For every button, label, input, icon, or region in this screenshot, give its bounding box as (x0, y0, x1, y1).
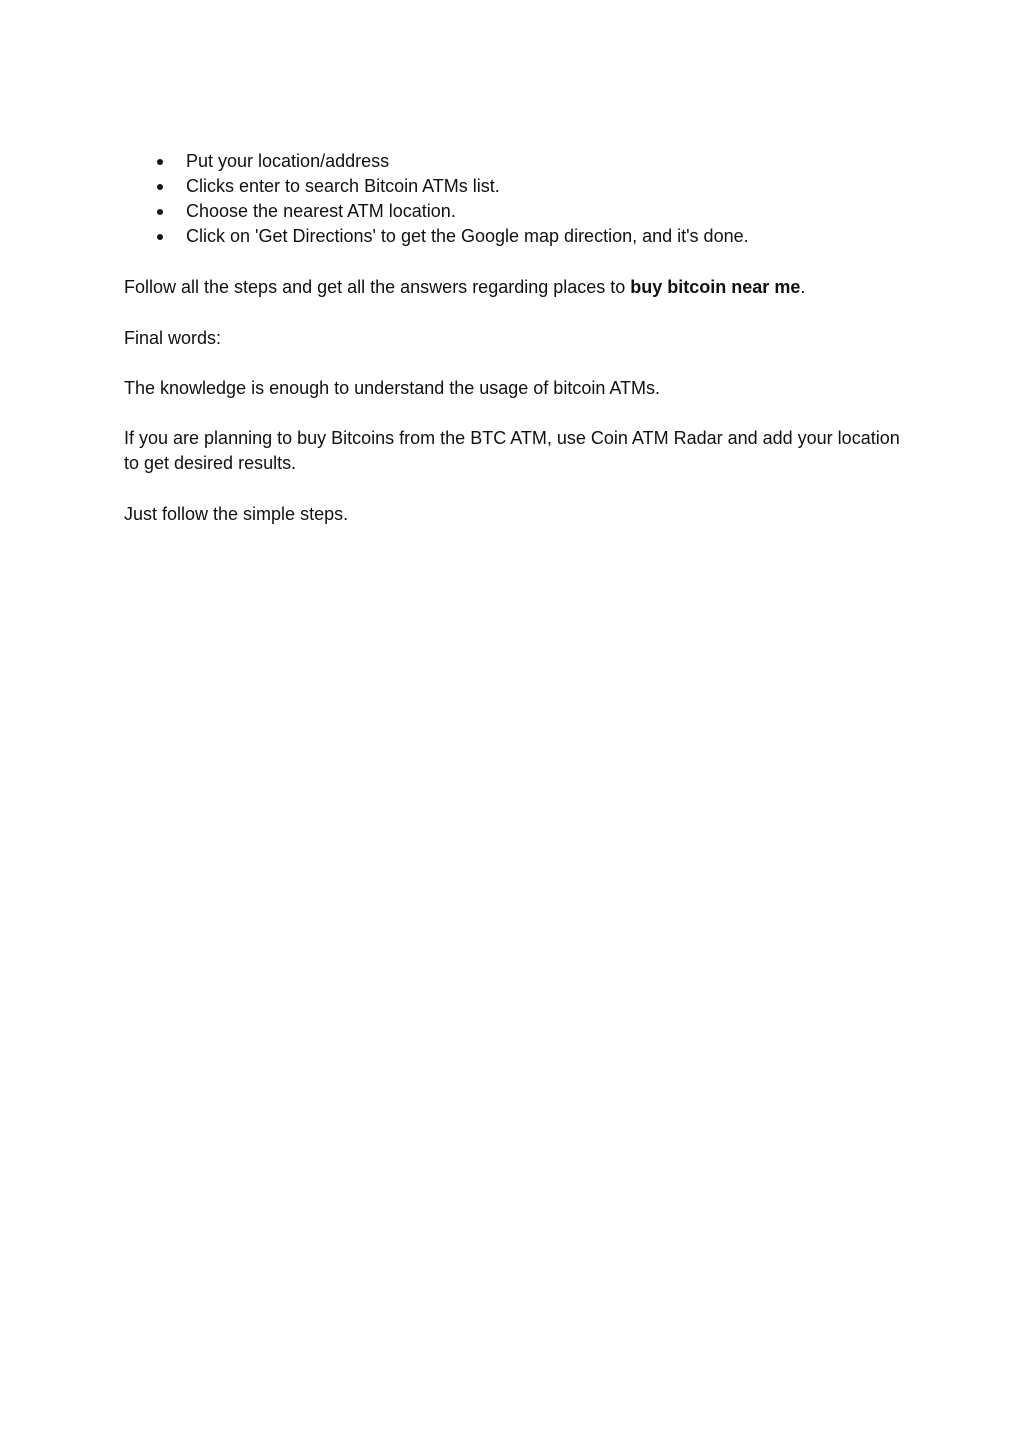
planning-paragraph: If you are planning to buy Bitcoins from the BTC ATM, use Coin ATM Radar and add your location to get desired results. (124, 428, 900, 473)
step-text: Put your location/address (186, 151, 390, 171)
list-item (124, 174, 904, 199)
follow-text: Follow all the steps and get all the answers regarding places to (124, 277, 631, 297)
list-item (124, 224, 904, 249)
step-text: Choose the nearest ATM location. (186, 201, 456, 221)
bullet-icon (157, 184, 163, 190)
bullet-icon (157, 209, 163, 215)
step-text: Clicks enter to search Bitcoin ATMs list. (186, 176, 500, 196)
steps-list (124, 149, 904, 249)
list-item (124, 149, 904, 174)
knowledge-paragraph: The knowledge is enough to understand the usage of bitcoin ATMs. (124, 378, 661, 398)
bullet-icon (157, 159, 163, 165)
step-text: Click on 'Get Directions' to get the Google map direction, and it's done. (186, 226, 749, 246)
list-item (124, 199, 904, 224)
keyword-bold: buy bitcoin near me (630, 277, 801, 297)
follow-paragraph (124, 275, 904, 300)
bullet-icon (157, 234, 163, 240)
follow-period: . (800, 277, 806, 297)
final-words-heading: Final words: (124, 328, 222, 348)
closing-paragraph: Just follow the simple steps. (124, 504, 349, 524)
